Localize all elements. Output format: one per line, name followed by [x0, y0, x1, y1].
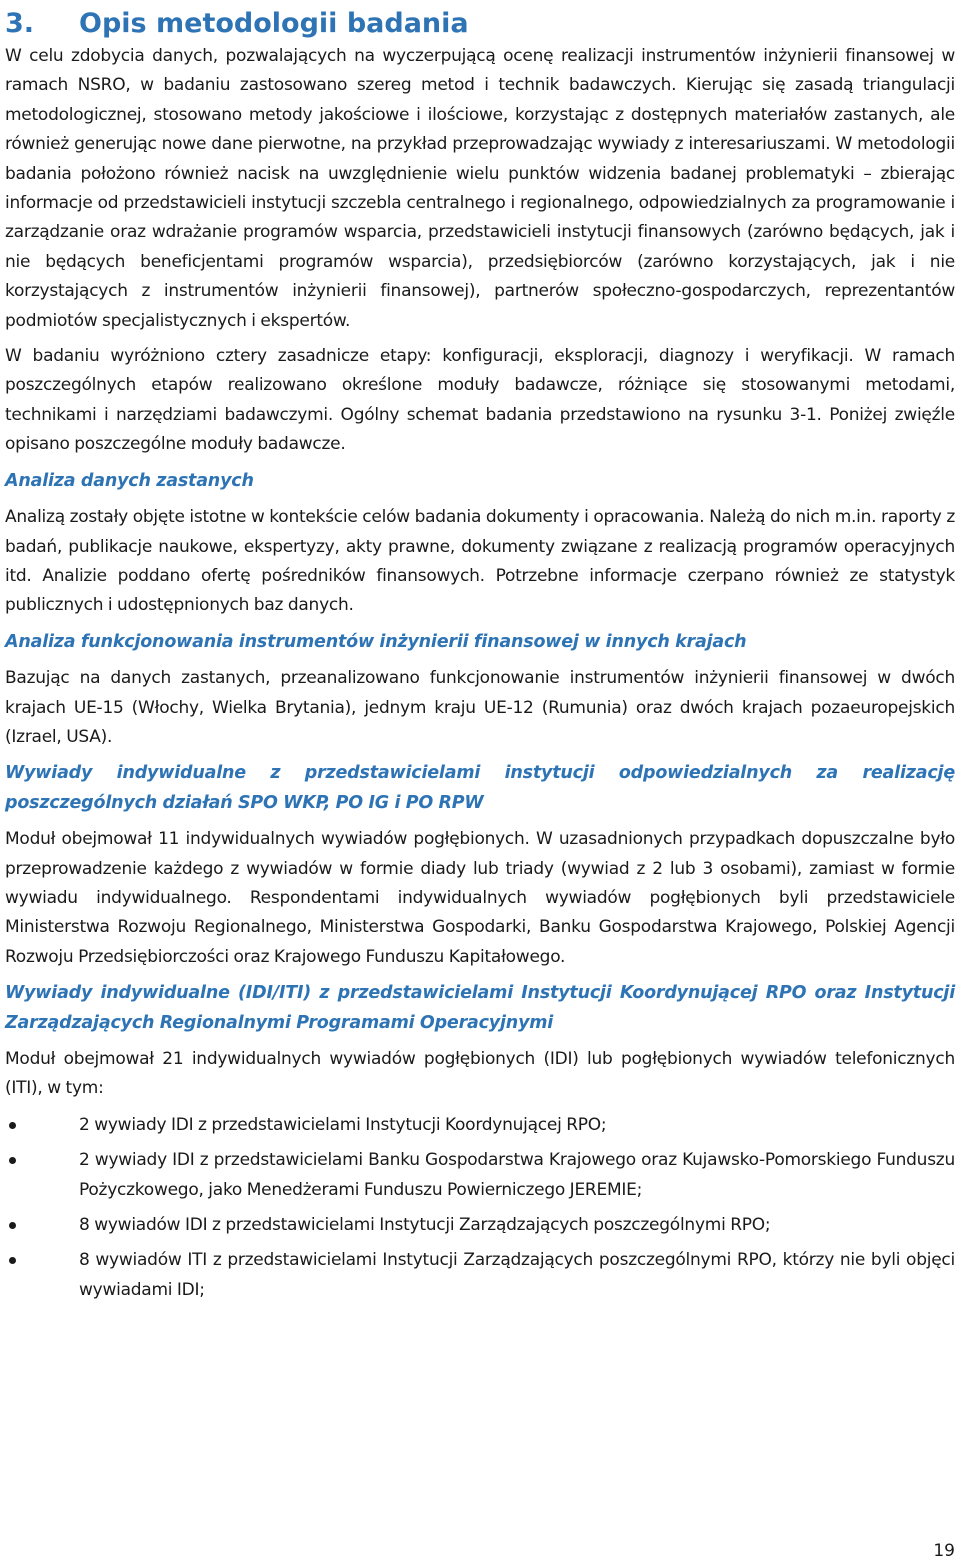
- page-number: 19: [933, 1541, 955, 1561]
- chapter-heading: [5, 0, 955, 42]
- list-item-text: 8 wywiadów IDI z przedstawicielami Instytucji Zarządzających poszczególnymi RPO;: [79, 1215, 771, 1236]
- chapter-number: 3.: [5, 7, 35, 39]
- section-foreign-analysis: [5, 628, 955, 753]
- document-page: [5, 0, 955, 1311]
- section-title: Wywiady indywidualne (IDI/ITI) z przedstawicielami Instytucji Koordynującej RPO oraz Instytucji Zarządzających Regionalnymi Programami Operacyjnymi: [5, 983, 955, 1033]
- section-title: Analiza danych zastanych: [5, 470, 254, 491]
- section-body: Moduł obejmował 21 indywidualnych wywiadów pogłębionych (IDI) lub pogłębionych wywiadów telefonicznych (ITI), w tym:: [5, 1049, 955, 1099]
- list-item-text: 2 wywiady IDI z przedstawicielami Banku Gospodarstwa Krajowego oraz Kujawsko-Pomorskiego Funduszu Pożyczkowego, jako Menedżerami Funduszu Powierniczego JEREMIE;: [79, 1150, 955, 1200]
- list-item-text: 2 wywiady IDI z przedstawicielami Instytucji Koordynującej RPO;: [79, 1114, 607, 1135]
- section-title: Analiza funkcjonowania instrumentów inżynierii finansowej w innych krajach: [5, 631, 747, 652]
- interview-list: [5, 1111, 955, 1305]
- section-body: Moduł obejmował 11 indywidualnych wywiadów pogłębionych. W uzasadnionych przypadkach dopuszczalne było przeprowadzenie każdego z wywiadów w formie diady lub triady (wywiad z 2 lub 3 osobami), zamiast w formie wywiadu indywidualnego. Respondentami indywidualnych wywiadów pogłębionych byli przedstawiciele Ministerstwa Rozwoju Regionalnego, Ministerstwa Gospodarki, Banku Gospodarstwa Krajowego, Polskiej Agencji Rozwoju Przedsiębiorczości oraz Krajowego Funduszu Kapitałowego.: [5, 829, 955, 967]
- section-rpo-interviews: [5, 979, 955, 1104]
- bullet-icon: [9, 1222, 16, 1229]
- chapter-title: Opis metodologii badania: [79, 7, 469, 39]
- intro-paragraph-1: W celu zdobycia danych, pozwalających na wyczerpującą ocenę realizacji instrumentów inżynierii finansowej w ramach NSRO, w badaniu zastosowano szereg metod i technik badawczych. Kierując się zasadą triangulacji metodologicznej, stosowano metody jakościowe i ilościowe, korzystając z dostępnych materiałów zastanych, ale również generując nowe dane pierwotne, na przykład przeprowadzając wywiady z interesariuszami. W metodologii badania położono również nacisk na uwzględnienie wielu punktów widzenia badanej problematyki – zbierając informacje od przedstawicieli instytucji szczebla centralnego i regionalnego, odpowiedzialnych za programowanie i zarządzanie oraz wdrażanie programów wsparcia, przedstawicieli instytucji finansowych (zarówno będących, jak i nie będących beneficjentami programów wsparcia), przedsiębiorców (zarówno korzystających, jak i nie korzystających z instrumentów inżynierii finansowej), partnerów społeczno-gospodarczych, reprezentantów podmiotów specjalistycznych i ekspertów.: [5, 46, 955, 331]
- list-item: [5, 1111, 955, 1140]
- list-item-text: 8 wywiadów ITI z przedstawicielami Instytucji Zarządzających poszczególnymi RPO, którzy nie byli objęci wywiadami IDI;: [79, 1250, 955, 1300]
- bullet-icon: [9, 1122, 16, 1129]
- list-item: [5, 1246, 955, 1305]
- list-item: [5, 1211, 955, 1240]
- bullet-icon: [9, 1257, 16, 1264]
- intro-paragraph-2: W badaniu wyróżniono cztery zasadnicze etapy: konfiguracji, eksploracji, diagnozy i weryfikacji. W ramach poszczególnych etapów realizowano określone moduły badawcze, różniące się stosowanymi metodami, technikami i narzędziami badawczymi. Ogólny schemat badania przedstawiono na rysunku 3-1. Poniżej zwięźle opisano poszczególne moduły badawcze.: [5, 346, 955, 455]
- section-body: Bazując na danych zastanych, przeanalizowano funkcjonowanie instrumentów inżynierii finansowej w dwóch krajach UE-15 (Włochy, Wielka Brytania), jednym kraju UE-12 (Rumunia) oraz dwóch krajach pozaeuropejskich (Izrael, USA).: [5, 668, 955, 747]
- list-item: [5, 1146, 955, 1205]
- section-central-interviews: [5, 759, 955, 972]
- section-desk-research: [5, 467, 955, 621]
- section-body: Analizą zostały objęte istotne w kontekście celów badania dokumenty i opracowania. Należą do nich m.in. raporty z badań, publikacje naukowe, ekspertyzy, akty prawne, dokumenty związane z realizacją programów operacyjnych itd. Analizie poddano ofertę pośredników finansowych. Potrzebne informacje czerpano również ze statystyk publicznych i udostępnionych baz danych.: [5, 507, 955, 616]
- bullet-icon: [9, 1157, 16, 1164]
- section-title: Wywiady indywidualne z przedstawicielami instytucji odpowiedzialnych za realizację poszczególnych działań SPO WKP, PO IG i PO RPW: [5, 763, 955, 813]
